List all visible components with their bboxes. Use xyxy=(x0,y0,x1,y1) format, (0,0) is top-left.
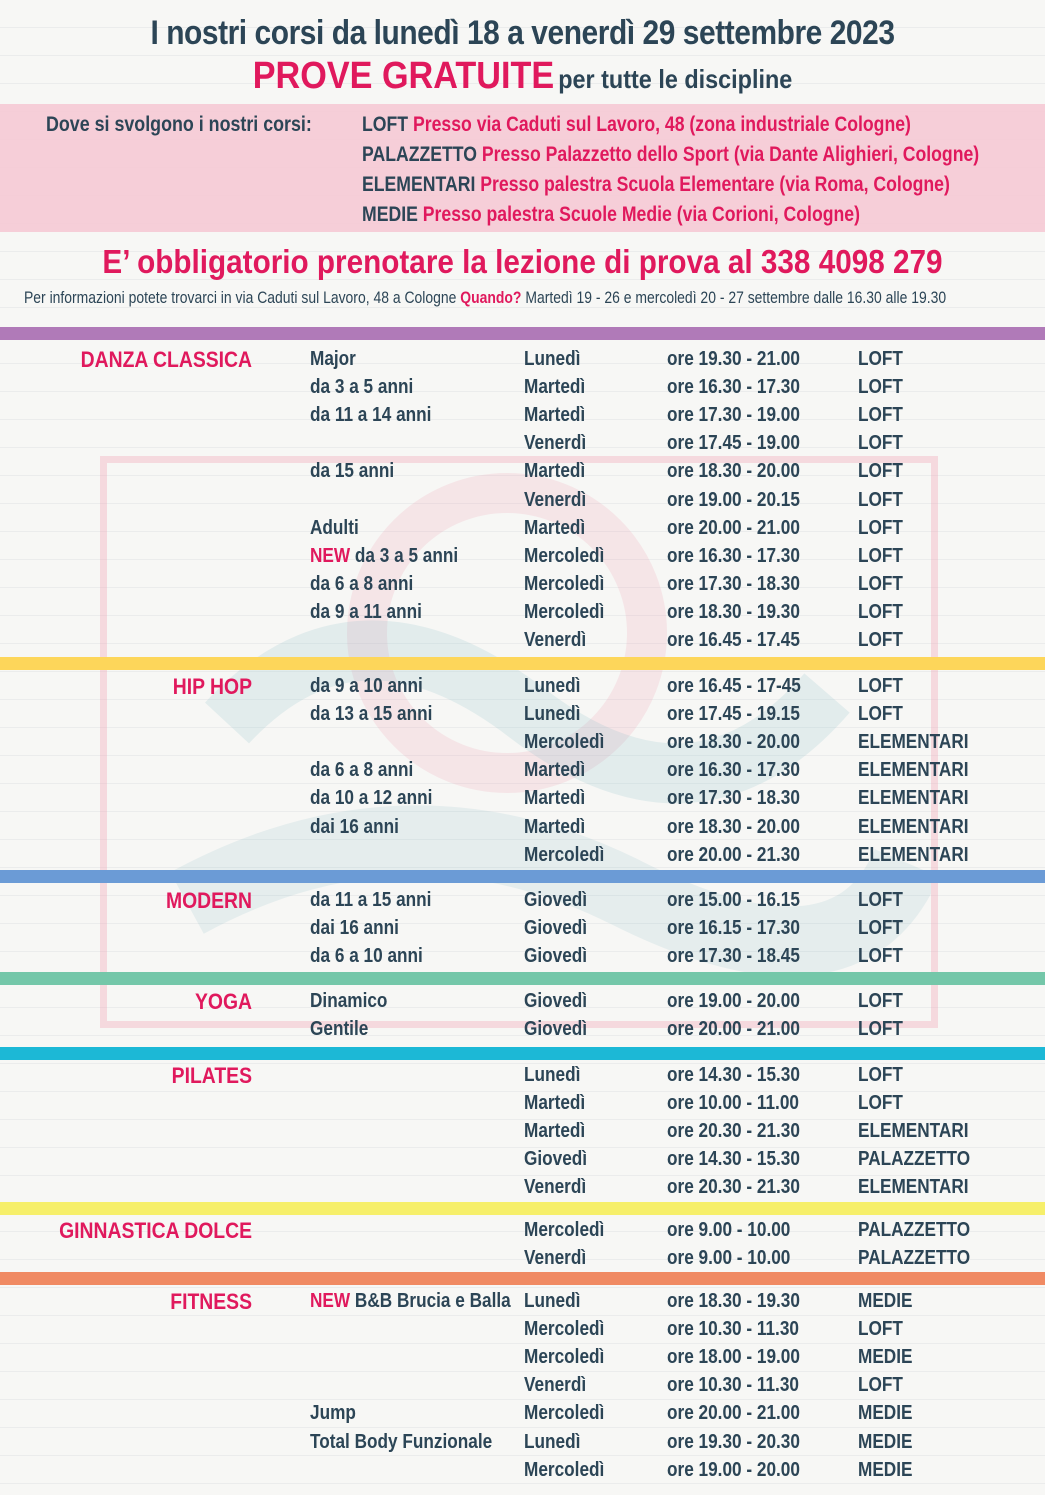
location-name: ELEMENTARI xyxy=(362,173,476,196)
new-badge: NEW xyxy=(310,1290,355,1312)
class-place: MEDIE xyxy=(858,1458,913,1481)
class-place: ELEMENTARI xyxy=(858,787,969,810)
class-time: ore 17.45 - 19.15 xyxy=(667,703,800,726)
group-label: da 6 a 8 anni xyxy=(310,572,414,595)
class-time: ore 16.45 - 17-45 xyxy=(667,675,801,697)
class-day: Giovedì xyxy=(524,889,588,911)
location-desc: Presso palestra Scuola Elementare (via Roma, Cologne) xyxy=(480,173,950,196)
class-group xyxy=(310,759,413,782)
class-group xyxy=(310,545,458,568)
class-time: ore 20.30 - 21.30 xyxy=(667,1176,800,1199)
class-place: LOFT xyxy=(858,1064,903,1086)
class-time: ore 20.00 - 21.00 xyxy=(667,1018,800,1041)
group-label: da 11 a 14 anni xyxy=(310,404,432,427)
group-label: da 3 a 5 anni xyxy=(310,376,414,399)
info-when: Quando? xyxy=(460,288,522,307)
class-time: ore 20.00 - 21.00 xyxy=(667,1402,800,1425)
class-day: Giovedì xyxy=(524,917,588,940)
group-label: da 6 a 8 anni xyxy=(310,759,414,782)
group-label: Major xyxy=(310,348,356,370)
class-place: PALAZZETTO xyxy=(858,1247,971,1270)
class-place: LOFT xyxy=(858,917,903,940)
class-group xyxy=(310,703,432,726)
class-day: Mercoledì xyxy=(524,1219,605,1241)
class-group xyxy=(310,889,431,912)
class-day: Lunedì xyxy=(524,1064,581,1086)
class-group xyxy=(310,601,422,624)
class-time: ore 15.00 - 16.15 xyxy=(667,889,800,911)
class-time: ore 18.00 - 19.00 xyxy=(667,1346,800,1369)
class-day: Mercoledì xyxy=(524,731,605,754)
class-place: MEDIE xyxy=(858,1290,913,1312)
class-time: ore 19.00 - 20.00 xyxy=(667,1458,800,1481)
booking-notice: E’ obbligatorio prenotare la lezione di prova al 338 4098 279 xyxy=(102,243,943,280)
class-place: LOFT xyxy=(858,889,903,911)
class-time: ore 16.15 - 17.30 xyxy=(667,917,800,940)
class-place: MEDIE xyxy=(858,1430,913,1453)
class-time: ore 10.00 - 11.00 xyxy=(667,1092,799,1115)
class-time: ore 18.30 - 20.00 xyxy=(667,731,800,754)
class-time: ore 19.30 - 20.30 xyxy=(667,1430,800,1453)
discipline-title: FITNESS xyxy=(170,1289,252,1314)
info-line xyxy=(24,288,946,308)
class-time: ore 16.30 - 17.30 xyxy=(667,376,800,399)
class-day: Mercoledì xyxy=(524,1402,605,1425)
page-title: I nostri corsi da lunedì 18 a venerdì 29 settembre 2023 xyxy=(150,14,895,52)
class-time: ore 19.30 - 21.00 xyxy=(667,348,800,370)
class-day: Mercoledì xyxy=(524,572,605,595)
class-time: ore 16.45 - 17.45 xyxy=(667,629,800,651)
class-day: Giovedì xyxy=(524,990,588,1012)
class-place: ELEMENTARI xyxy=(858,843,969,866)
class-day: Lunedì xyxy=(524,348,581,370)
class-time: ore 17.45 - 19.00 xyxy=(667,432,800,455)
class-place: LOFT xyxy=(858,1018,903,1041)
class-day: Venerdì xyxy=(524,488,587,511)
class-time: ore 17.30 - 18.30 xyxy=(667,572,800,595)
group-label: dai 16 anni xyxy=(310,917,399,940)
location-name: LOFT xyxy=(362,113,409,136)
class-group xyxy=(310,348,356,371)
class-day: Giovedì xyxy=(524,1148,588,1171)
section-divider xyxy=(0,1272,1045,1285)
location-name: MEDIE xyxy=(362,203,418,226)
class-group xyxy=(310,1402,356,1425)
class-place: LOFT xyxy=(858,404,903,427)
group-label: da 15 anni xyxy=(310,460,395,483)
class-place: LOFT xyxy=(858,432,903,455)
class-day: Venerdì xyxy=(524,1374,587,1397)
class-day: Mercoledì xyxy=(524,600,605,623)
discipline-title: HIP HOP xyxy=(172,674,252,699)
class-day: Martedì xyxy=(524,460,586,483)
class-day: Venerdì xyxy=(524,1176,587,1199)
class-place: ELEMENTARI xyxy=(858,731,969,754)
group-label: Dinamico xyxy=(310,990,388,1012)
class-group xyxy=(310,1431,492,1454)
class-day: Mercoledì xyxy=(524,544,605,567)
class-day: Martedì xyxy=(524,1120,586,1143)
class-group xyxy=(310,787,432,810)
promo-line xyxy=(52,55,993,98)
class-day: Mercoledì xyxy=(524,1458,605,1481)
class-time: ore 10.30 - 11.30 xyxy=(667,1374,799,1397)
class-time: ore 16.30 - 17.30 xyxy=(667,544,800,567)
section-divider xyxy=(0,327,1045,340)
group-label: Total Body Funzionale xyxy=(310,1430,493,1453)
group-label: Jump xyxy=(310,1402,356,1425)
class-day: Lunedì xyxy=(524,1430,581,1453)
new-badge: NEW xyxy=(310,544,355,567)
section-divider xyxy=(0,657,1045,670)
class-time: ore 19.00 - 20.15 xyxy=(667,488,800,511)
class-day: Venerdì xyxy=(524,432,587,455)
class-group xyxy=(310,990,387,1013)
group-label: da 3 a 5 anni xyxy=(354,544,459,567)
class-place: LOFT xyxy=(858,600,903,623)
class-group xyxy=(310,816,399,839)
group-label: da 11 a 15 anni xyxy=(310,889,432,911)
class-place: LOFT xyxy=(858,516,903,539)
class-time: ore 20.00 - 21.30 xyxy=(667,843,800,866)
class-day: Mercoledì xyxy=(524,1318,605,1341)
class-group xyxy=(310,1018,368,1041)
location-medie xyxy=(362,203,860,227)
class-group xyxy=(310,460,394,483)
promo-subtext: per tutte le discipline xyxy=(558,64,793,94)
class-time: ore 14.30 - 15.30 xyxy=(667,1148,800,1171)
class-day: Giovedì xyxy=(524,1018,588,1041)
class-day: Mercoledì xyxy=(524,843,605,866)
class-day: Martedì xyxy=(524,404,586,427)
section-divider xyxy=(0,870,1045,883)
class-day: Venerdì xyxy=(524,1247,587,1270)
class-day: Giovedì xyxy=(524,945,588,968)
discipline-title: YOGA xyxy=(194,989,252,1014)
group-label: B&B Brucia e Balla xyxy=(354,1290,511,1312)
class-time: ore 10.30 - 11.30 xyxy=(667,1318,799,1341)
class-place: LOFT xyxy=(858,1092,903,1115)
group-label: da 6 a 10 anni xyxy=(310,945,423,968)
class-place: LOFT xyxy=(858,1318,903,1341)
class-time: ore 20.30 - 21.30 xyxy=(667,1120,800,1143)
class-place: ELEMENTARI xyxy=(858,759,969,782)
class-day: Lunedì xyxy=(524,703,581,726)
class-group xyxy=(310,573,413,596)
group-label: Gentile xyxy=(310,1018,369,1041)
location-palazzetto xyxy=(362,143,979,167)
class-time: ore 18.30 - 19.30 xyxy=(667,600,800,623)
class-time: ore 19.00 - 20.00 xyxy=(667,990,800,1012)
class-time: ore 14.30 - 15.30 xyxy=(667,1064,800,1086)
discipline-title: GINNASTICA DOLCE xyxy=(59,1218,253,1243)
discipline-title: MODERN xyxy=(165,888,252,913)
group-label: da 9 a 10 anni xyxy=(310,675,423,697)
class-place: LOFT xyxy=(858,376,903,399)
class-time: ore 17.30 - 18.45 xyxy=(667,945,800,968)
class-place: LOFT xyxy=(858,675,903,697)
section-divider xyxy=(0,1202,1045,1215)
class-group xyxy=(310,376,413,399)
class-group xyxy=(310,1290,511,1313)
class-place: LOFT xyxy=(858,572,903,595)
class-day: Martedì xyxy=(524,815,586,838)
class-day: Martedì xyxy=(524,516,586,539)
class-place: ELEMENTARI xyxy=(858,1120,969,1143)
class-place: ELEMENTARI xyxy=(858,815,969,838)
class-place: MEDIE xyxy=(858,1346,913,1369)
class-place: MEDIE xyxy=(858,1402,913,1425)
class-place: LOFT xyxy=(858,460,903,483)
group-label: da 13 a 15 anni xyxy=(310,703,433,726)
class-place: LOFT xyxy=(858,945,903,968)
class-time: ore 18.30 - 19.30 xyxy=(667,1290,800,1312)
class-group xyxy=(310,517,359,540)
class-place: LOFT xyxy=(858,348,903,370)
class-time: ore 9.00 - 10.00 xyxy=(667,1219,791,1241)
info-suffix: Martedì 19 - 26 e mercoledì 20 - 27 settembre dalle 16.30 alle 19.30 xyxy=(525,288,947,307)
class-day: Martedì xyxy=(524,759,586,782)
info-prefix: Per informazioni potete trovarci in via Caduti sul Lavoro, 48 a Cologne xyxy=(24,288,457,307)
location-loft xyxy=(362,113,911,137)
section-divider xyxy=(0,972,1045,985)
location-name: PALAZZETTO xyxy=(362,143,477,166)
class-place: LOFT xyxy=(858,1374,903,1397)
location-elementari xyxy=(362,173,950,197)
class-place: ELEMENTARI xyxy=(858,1176,969,1199)
group-label: da 10 a 12 anni xyxy=(310,787,433,810)
location-desc: Presso palestra Scuole Medie (via Corioni, Cologne) xyxy=(422,203,860,226)
class-time: ore 17.30 - 18.30 xyxy=(667,787,800,810)
class-day: Mercoledì xyxy=(524,1346,605,1369)
class-place: LOFT xyxy=(858,629,903,651)
class-place: LOFT xyxy=(858,488,903,511)
class-group xyxy=(310,404,431,427)
class-time: ore 18.30 - 20.00 xyxy=(667,460,800,483)
group-label: dai 16 anni xyxy=(310,815,399,838)
class-group xyxy=(310,917,399,940)
discipline-title: PILATES xyxy=(171,1063,252,1088)
class-time: ore 16.30 - 17.30 xyxy=(667,759,800,782)
class-place: LOFT xyxy=(858,990,903,1012)
class-day: Martedì xyxy=(524,376,586,399)
class-group xyxy=(310,675,423,698)
class-day: Martedì xyxy=(524,787,586,810)
location-desc: Presso Palazzetto dello Sport (via Dante Alighieri, Cologne) xyxy=(481,143,980,166)
class-day: Martedì xyxy=(524,1092,586,1115)
class-time: ore 9.00 - 10.00 xyxy=(667,1247,791,1270)
section-divider xyxy=(0,1047,1045,1060)
class-time: ore 18.30 - 20.00 xyxy=(667,815,800,838)
class-day: Venerdì xyxy=(524,629,587,651)
class-day: Lunedì xyxy=(524,1290,581,1312)
promo-highlight: PROVE GRATUITE xyxy=(252,55,555,97)
class-place: LOFT xyxy=(858,544,903,567)
watermark-logo xyxy=(100,456,938,1028)
class-time: ore 20.00 - 21.00 xyxy=(667,516,800,539)
class-place: PALAZZETTO xyxy=(858,1148,971,1171)
class-time: ore 17.30 - 19.00 xyxy=(667,404,800,427)
location-desc: Presso via Caduti sul Lavoro, 48 (zona industriale Cologne) xyxy=(412,113,911,136)
class-day: Lunedì xyxy=(524,675,581,697)
class-group xyxy=(310,945,423,968)
group-label: da 9 a 11 anni xyxy=(310,600,422,623)
class-place: PALAZZETTO xyxy=(858,1219,971,1241)
class-place: LOFT xyxy=(858,703,903,726)
group-label: Adulti xyxy=(310,516,359,539)
discipline-title: DANZA CLASSICA xyxy=(80,347,252,372)
locations-label: Dove si svolgono i nostri corsi: xyxy=(46,113,312,136)
